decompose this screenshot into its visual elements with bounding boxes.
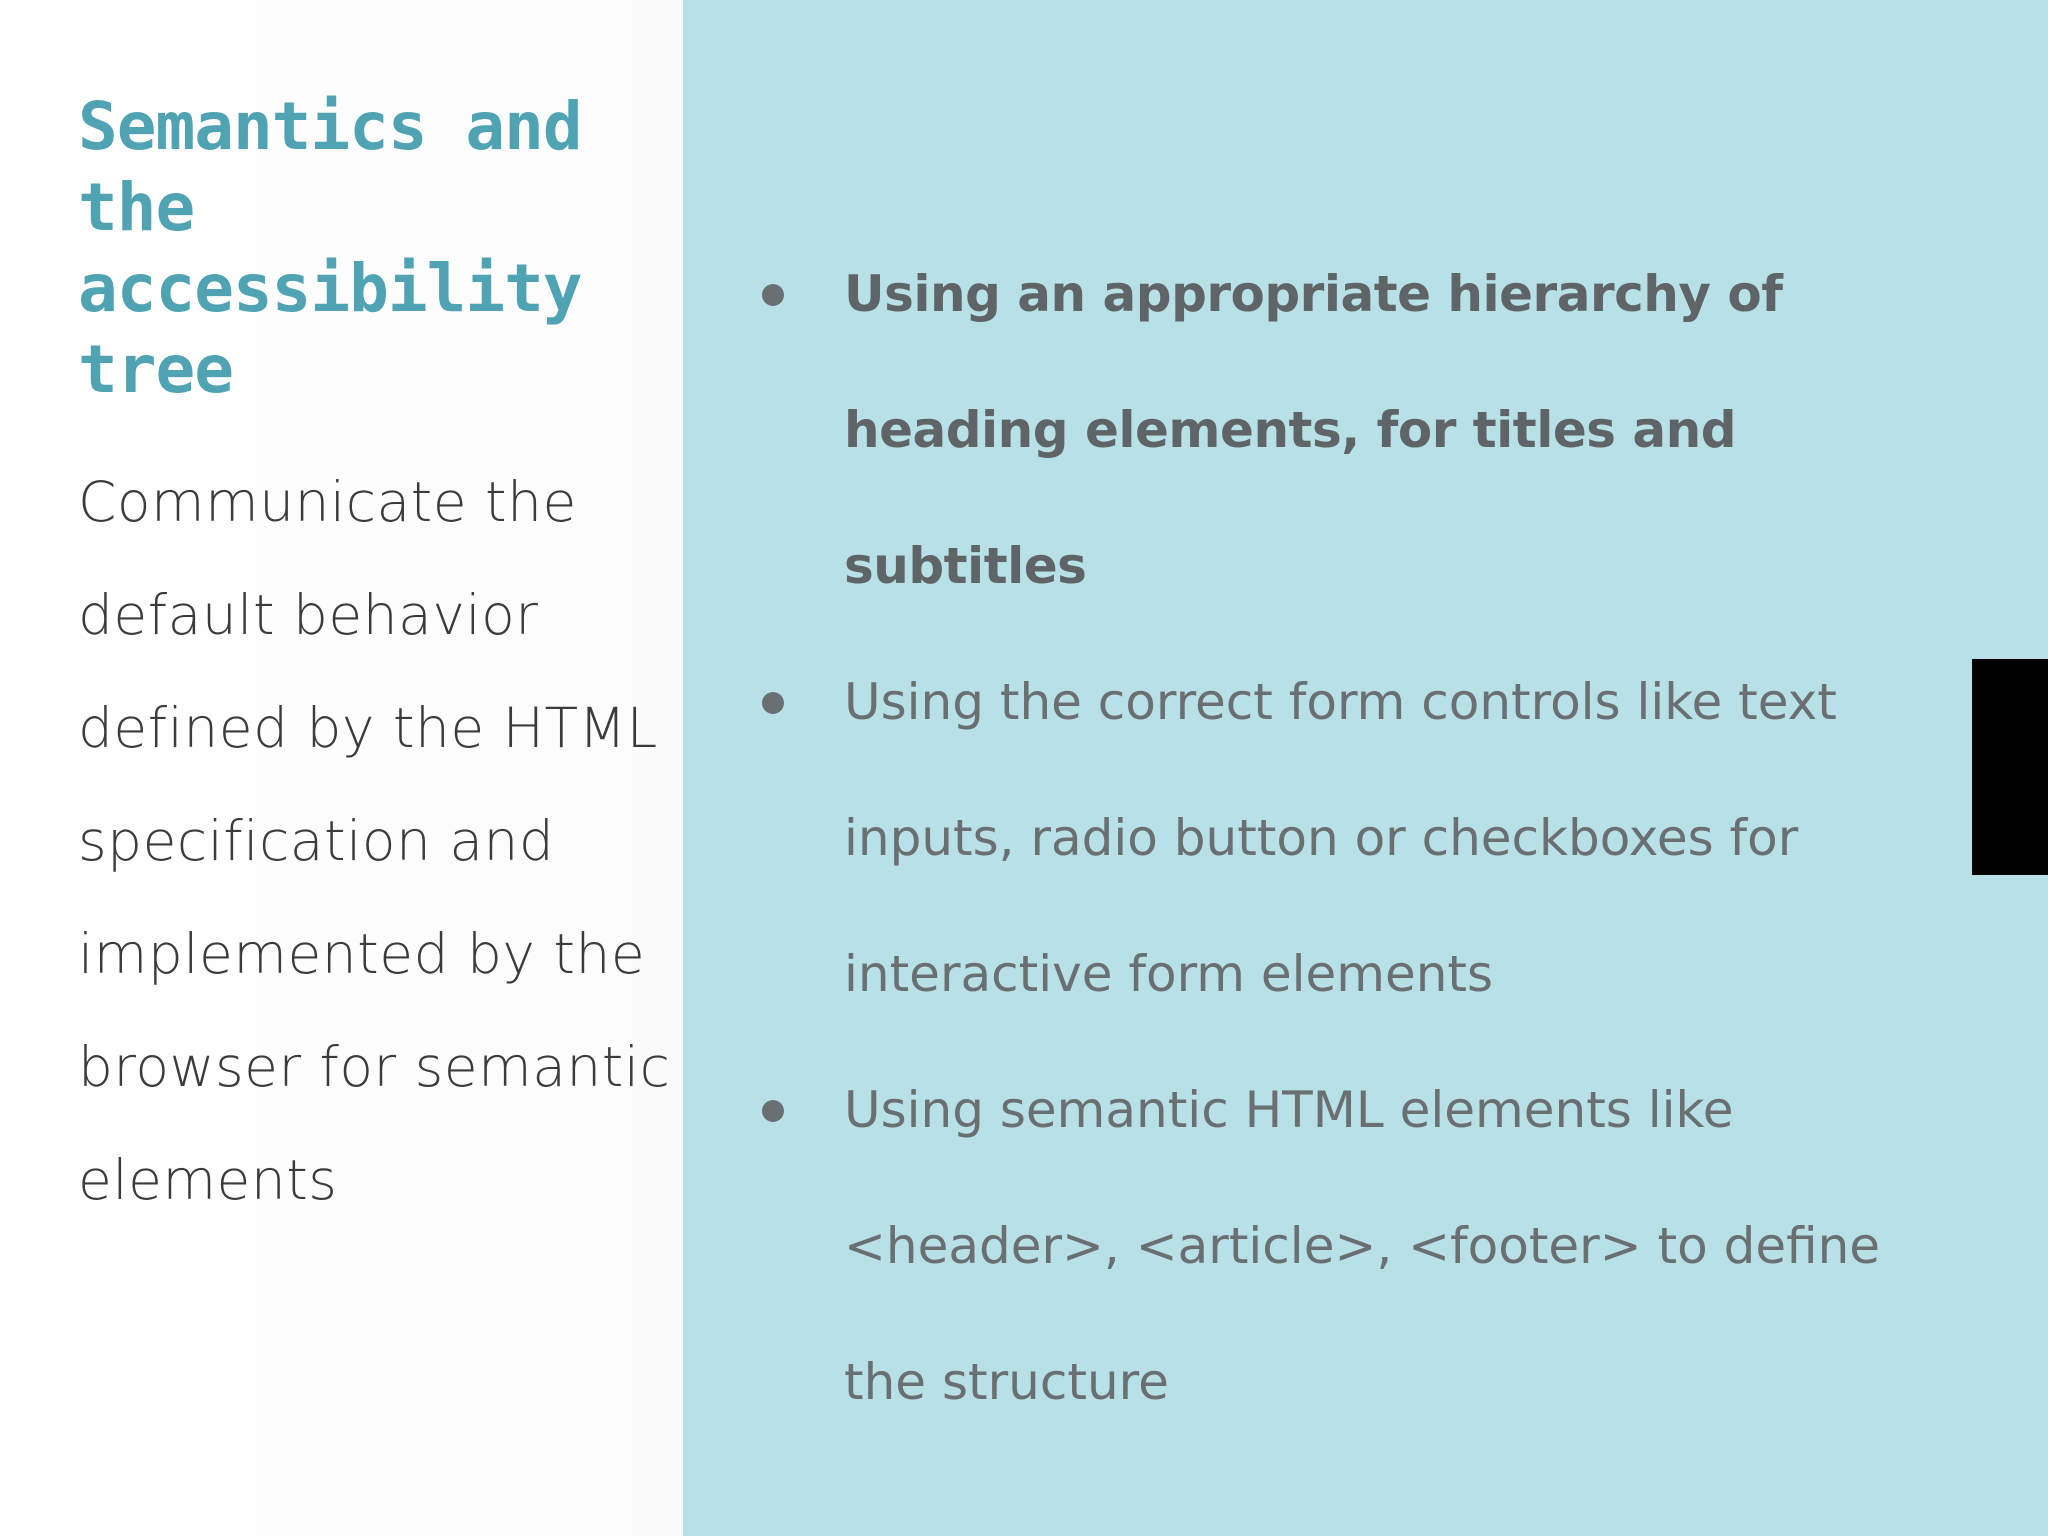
bullet-item xyxy=(760,226,1960,634)
bullet-dot-icon xyxy=(762,284,784,306)
bullet-dot-icon xyxy=(762,1100,784,1122)
bullet-list xyxy=(760,226,1960,1450)
left-panel xyxy=(0,0,683,1536)
intro-text: Communicate the default behavior defined by the HTML specification and implemented by the browser for semantic elements xyxy=(78,470,671,1212)
bullet-item xyxy=(760,634,1960,1042)
bullet-item xyxy=(760,1042,1960,1450)
bullet-text: Using an appropriate hierarchy of heading elements, for titles and subtitles xyxy=(844,265,1783,595)
black-side-tab xyxy=(1972,659,2048,875)
bullet-text: Using semantic HTML elements like <header>, <article>, <footer> to define the structure xyxy=(844,1081,1881,1411)
bullet-text: Using the correct form controls like text inputs, radio button or checkboxes for interactive form elements xyxy=(844,673,1837,1003)
slide-title: Semantics and the accessibility tree xyxy=(78,88,582,408)
bullet-dot-icon xyxy=(762,692,784,714)
